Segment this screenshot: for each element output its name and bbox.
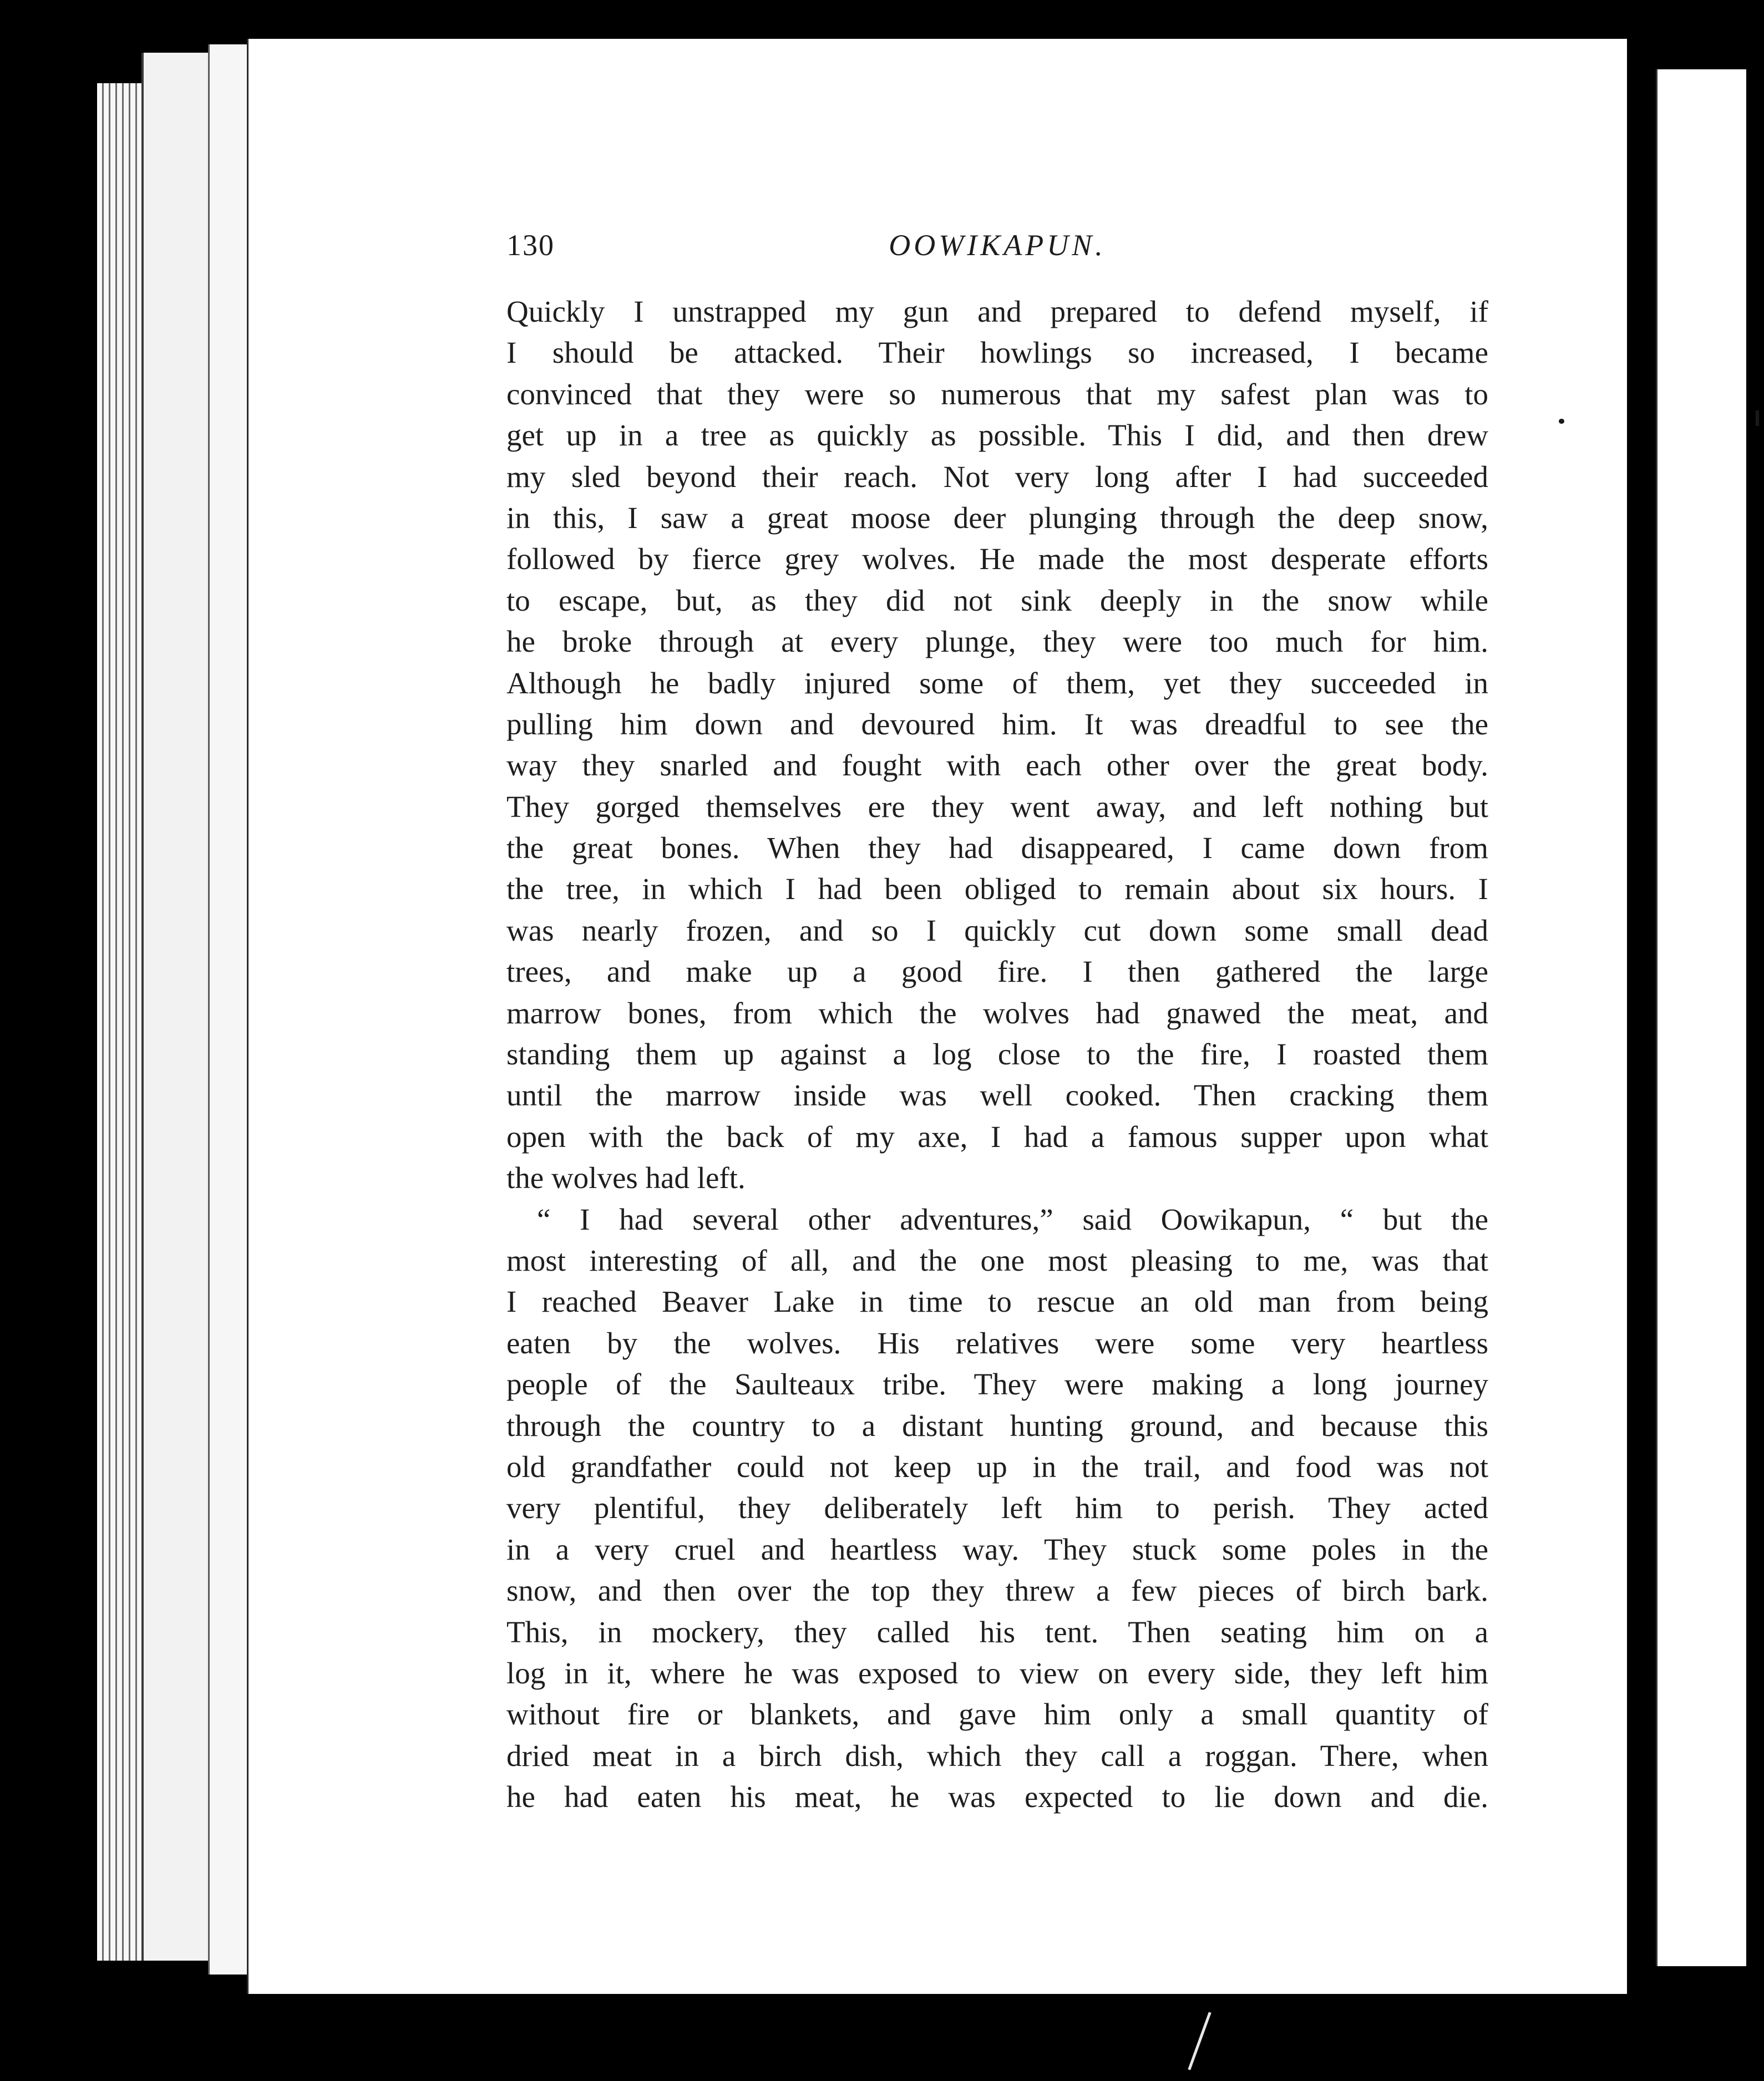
text-line: in a very cruel and heartless way. They stuck some poles in the [506,1532,1488,1566]
text-line: to escape, but, as they did not sink deeply in the snow while [506,583,1488,617]
text-line: old grandfather could not keep up in the trail, and food was not [506,1449,1488,1484]
page-stack-edges [97,83,143,1961]
text-line: snow, and then over the top they threw a few pieces of birch bark. [506,1574,1488,1608]
page-header [506,223,1488,267]
text-line: standing them up against a log close to the fire, I roasted them [506,1037,1488,1072]
body-text [506,291,1488,1818]
text-line: the tree, in which I had been obliged to remain about six hours. I [506,872,1488,906]
text-line: They gorged themselves ere they went away, and left nothing but [506,789,1488,824]
text-line: until the marrow inside was well cooked. Then cracking them [506,1078,1488,1113]
text-line: I should be attacked. Their howlings so increased, I became [506,336,1488,370]
page-stack-middle [141,53,212,1961]
paragraph-start-line: “ I had several other adventures,” said Oowikapun, “ but the [537,1202,1488,1236]
text-line: trees, and make up a good fire. I then gathered the large [506,955,1488,989]
text-line: I reached Beaver Lake in time to rescue an old man from being [506,1285,1488,1319]
scan-speck [1756,410,1759,426]
facing-page-edge [1656,69,1746,1966]
text-line: he broke through at every plunge, they were too much for him. [506,625,1488,659]
text-line: Although he badly injured some of them, yet they succeeded in [506,666,1488,700]
text-line: was nearly frozen, and so I quickly cut down some small dead [506,913,1488,947]
text-line: he had eaten his meat, he was expected to lie down and die. [506,1780,1488,1814]
text-line: most interesting of all, and the one most pleasing to me, was that [506,1243,1488,1277]
text-line: in this, I saw a great moose deer plunging through the deep snow, [506,500,1488,535]
text-line: way they snarled and fought with each other over the great body. [506,748,1488,783]
text-line: marrow bones, from which the wolves had gnawed the meat, and [506,996,1488,1030]
text-line: very plentiful, they deliberately left him to perish. They acted [506,1491,1488,1525]
text-line: without fire or blankets, and gave him only a small quantity of [506,1697,1488,1732]
scan-speck [1188,2012,1211,2070]
page-number: 130 [506,229,555,262]
scan-speck [1559,419,1564,424]
text-line: dried meat in a birch dish, which they call a roggan. There, when [506,1738,1488,1773]
text-line: Quickly I unstrapped my gun and prepared to defend myself, if [506,295,1488,328]
text-line: people of the Saulteaux tribe. They were making a long journey [506,1367,1488,1402]
text-line: the great bones. When they had disappeared, I came down from [506,831,1488,865]
text-line: through the country to a distant hunting ground, and because this [506,1408,1488,1443]
text-line: pulling him down and devoured him. It was dreadful to see the [506,707,1488,741]
text-line: This, in mockery, they called his tent. Then seating him on a [506,1615,1488,1649]
text-line: eaten by the wolves. His relatives were some very heartless [506,1326,1488,1360]
paragraph-end-line: the wolves had left. [506,1161,746,1195]
text-line: open with the back of my axe, I had a famous supper upon what [506,1119,1488,1154]
text-line: followed by fierce grey wolves. He made the most desperate efforts [506,542,1488,576]
text-line: get up in a tree as quickly as possible. This I did, and then drew [506,418,1488,453]
running-title: OOWIKAPUN. [889,229,1106,262]
text-line: convinced that they were so numerous that my safest plan was to [506,377,1488,411]
text-line: my sled beyond their reach. Not very long after I had succeeded [506,459,1488,494]
text-line: log in it, where he was exposed to view on every side, they left him [506,1656,1488,1690]
